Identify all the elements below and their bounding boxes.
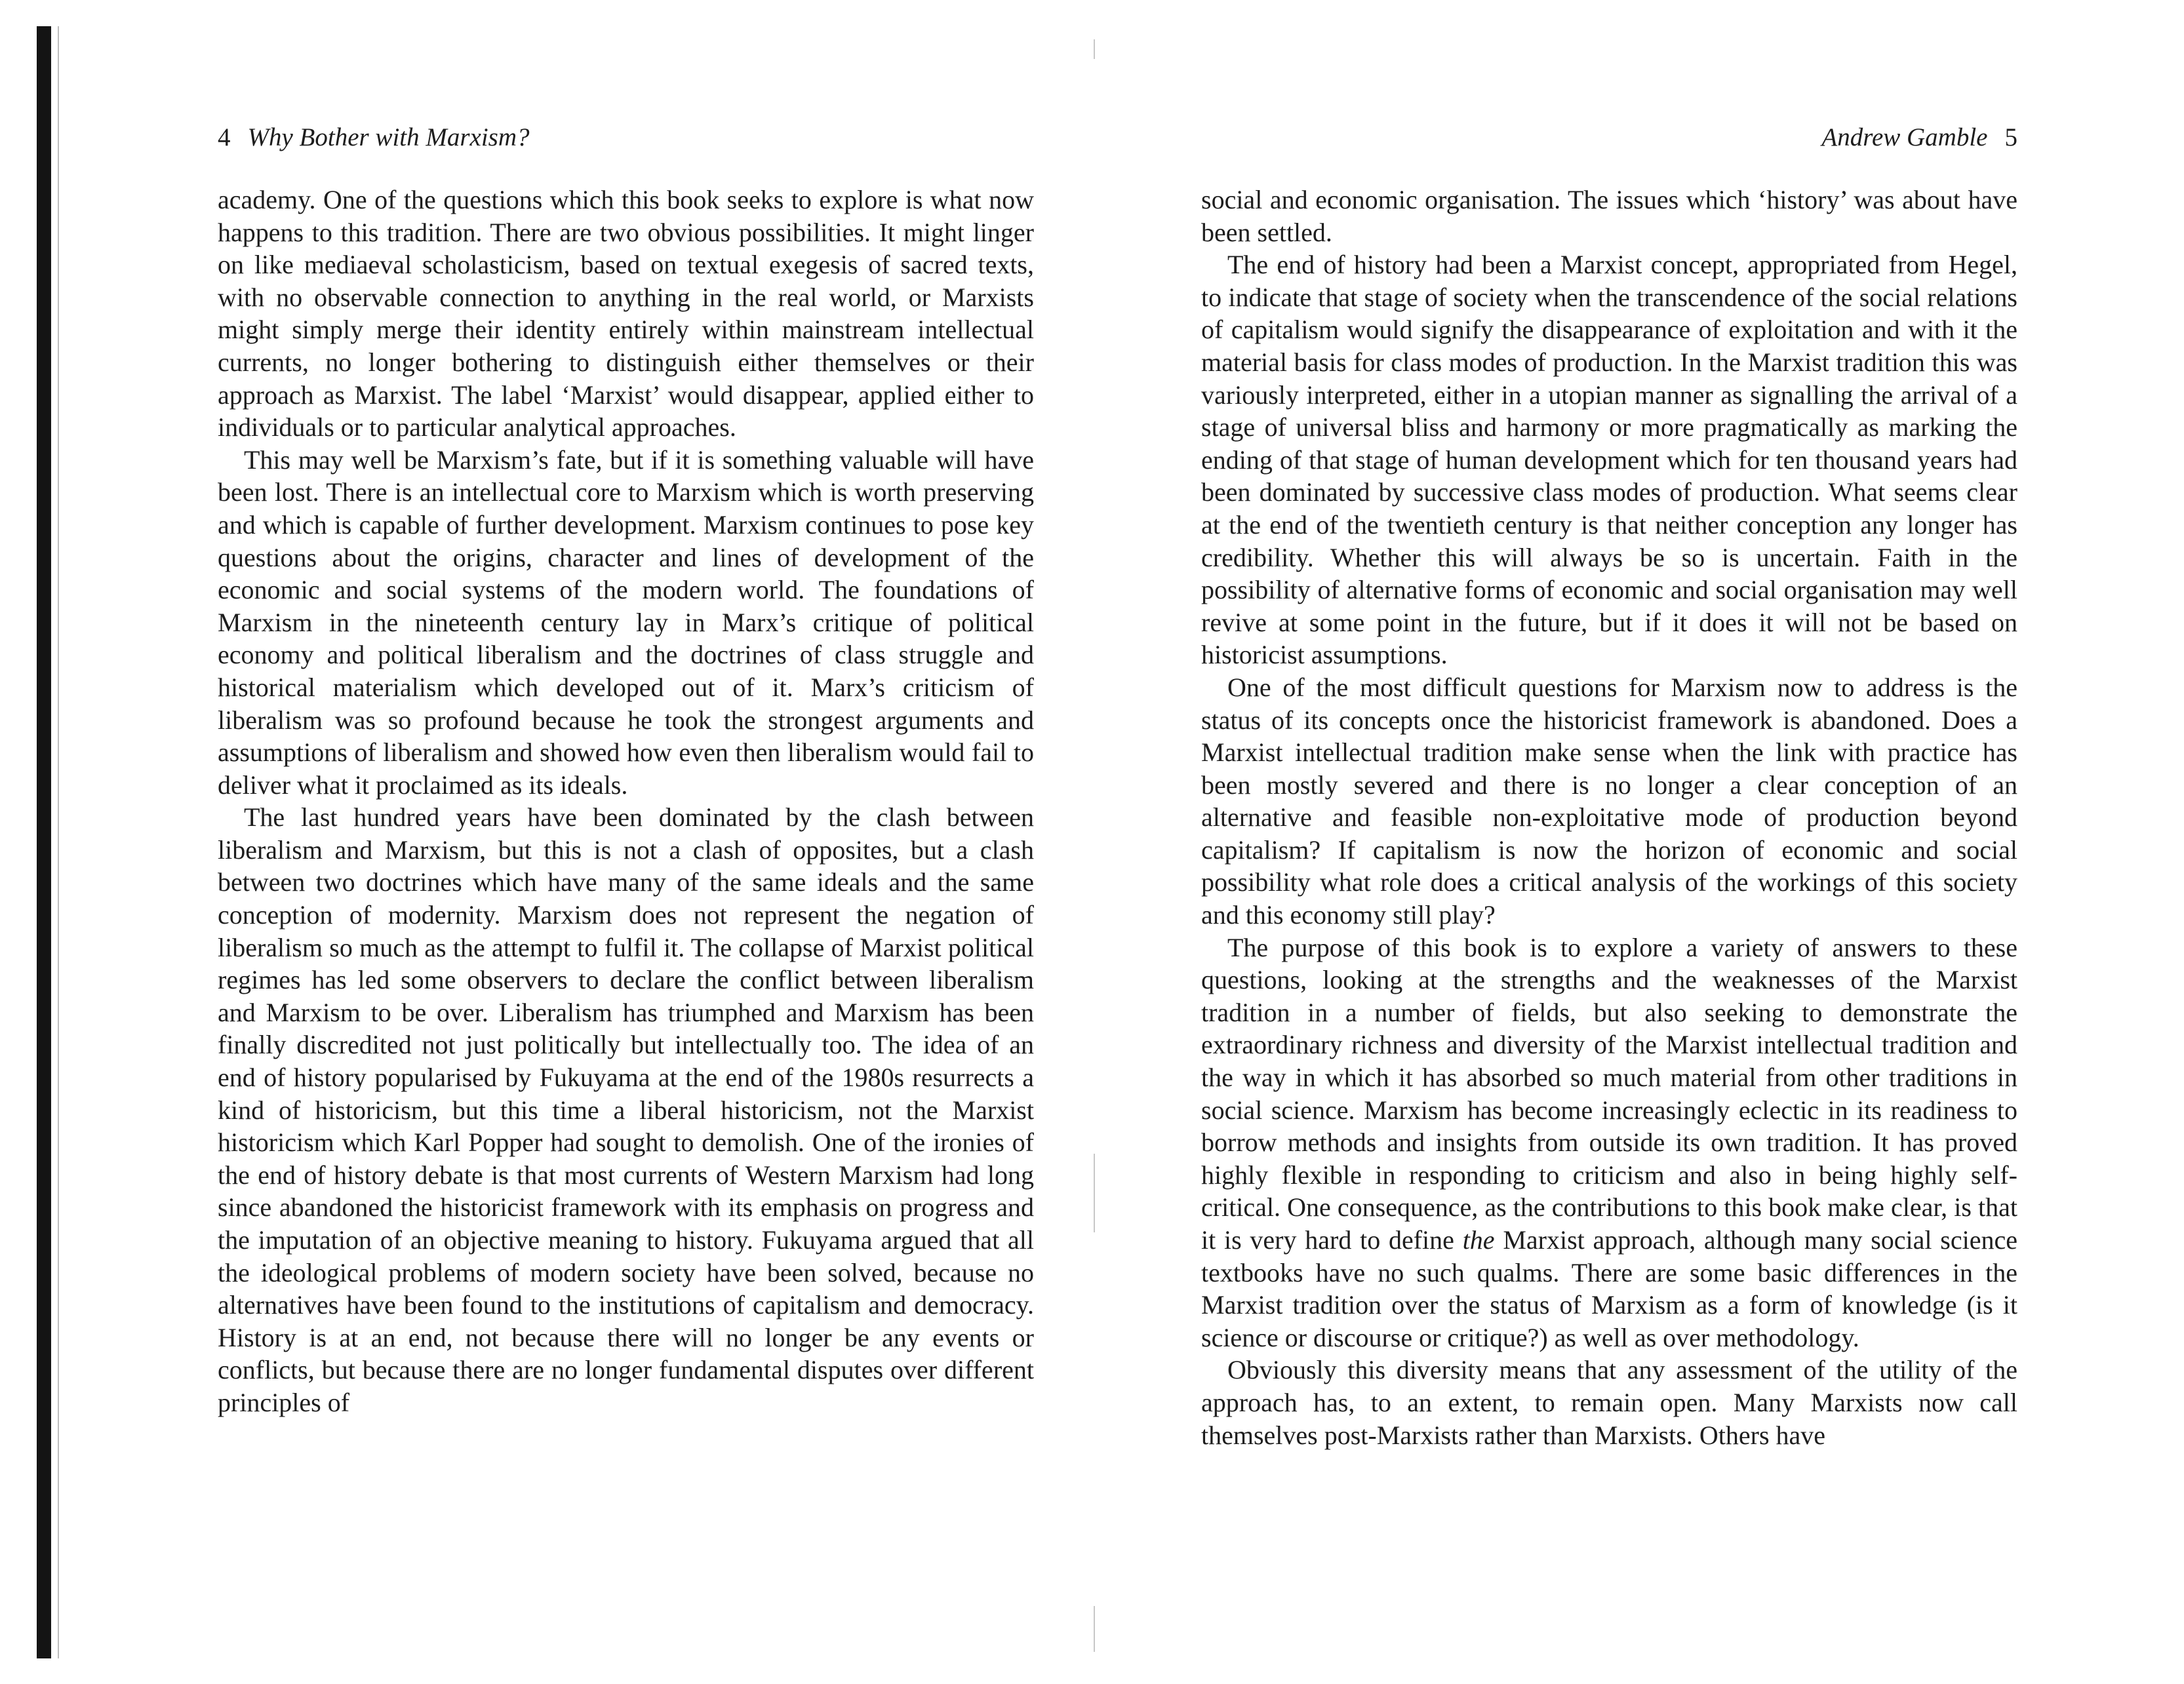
right-running-head [1201, 118, 2017, 157]
right-paragraph-4-emphasis: the [1462, 1225, 1495, 1255]
right-paragraph-4-text-b: Marxist approach, although many social science textbooks have no such qualms. There are some basic differences in the Marxist tradition over the status of Marxism as a form of knowledge (is it science or discourse or critique?) as well as over methodology. [1201, 1225, 2017, 1352]
scan-spine-shadow [37, 26, 51, 1658]
right-paragraph-4-text-a: The purpose of this book is to explore a variety of answers to these questions, looking at the strengths and the weaknesses of the Marxist tradition in a number of fields, but also seeking to demonstrate the extraordinary richness and diversity of the Marxist intellectual tradition and the way in which it has absorbed so much material from other traditions in social science. Marxism has become increasingly eclectic in its readiness to borrow methods and insights from outside its own tradition. It has proved highly flexible in responding to criticism and also in being highly self-critical. One consequence, as the contributions to this book make clear, is that it is very hard to define [1201, 932, 2017, 1255]
left-page-number: 4 [218, 123, 231, 151]
gutter-mark-bottom [1094, 1606, 1095, 1652]
right-page-number: 5 [2004, 123, 2017, 151]
left-paragraph-2: This may well be Marxism’s fate, but if it is something valuable will have been lost. There is an intellectual core to Marxism which is worth preserving and which is capable of further development. Marxism continues to pose key questions about the origins, character and lines of development of the economic and social systems of the modern world. The foundations of Marxism in the nineteenth century lay in Marx’s critique of political economy and political liberalism and the doctrines of class struggle and historical materialism which developed out of it. Marx’s criticism of liberalism was so profound because he took the strongest arguments and assumptions of liberalism and showed how even then liberalism would fail to deliver what it proclaimed as its ideals. [218, 444, 1034, 800]
left-paragraph-1: academy. One of the questions which this book seeks to explore is what now happens to this tradition. There are two obvious possibilities. It might linger on like mediaeval scholasticism, based on textual exegesis of sacred texts, with no observable connection to anything in the real world, or Marxists might simply merge their identity entirely within mainstream intellectual currents, no longer bothering to distinguish either themselves or their approach as Marxist. The label ‘Marxist’ would disappear, applied either to individuals or to particular analytical approaches. [218, 185, 1034, 442]
right-paragraph-3: One of the most difficult questions for Marxism now to address is the status of its concepts once the historicist framework is abandoned. Does a Marxist intellectual tradition make sense when the link with practice has been mostly severed and there is no longer a clear conception of an alternative and feasible non-exploitative mode of production beyond capitalism? If capitalism is now the horizon of economic and social possibility what role does a critical analysis of the workings of this society and this economy still play? [1201, 672, 2017, 930]
gutter-mark-middle [1094, 1154, 1095, 1232]
left-page [218, 118, 1034, 1419]
right-paragraph-2: The end of history had been a Marxist concept, appropriated from Hegel, to indicate that stage of society when the transcendence of the social relations of capitalism would signify the disappearance of exploitation and with it the material basis for class modes of production. In the Marxist tradition this was variously interpreted, either in a utopian manner as signalling the arrival of a stage of universal bliss and harmony or more pragmatically as marking the ending of that stage of human development which for ten thousand years had been dominated by successive class modes of production. What seems clear at the end of the twentieth century is that neither conception any longer has credibility. Whether this will always be so is uncertain. Faith in the possibility of alternative forms of economic and social organisation may well revive at some point in the future, but if it does it will not be based on historicist assumptions. [1201, 250, 2017, 670]
scan-spine-edge [58, 26, 59, 1658]
right-running-title: Andrew Gamble [1821, 123, 1988, 151]
left-running-head [218, 118, 1034, 157]
right-page [1201, 118, 2017, 1451]
left-running-title: Why Bother with Marxism? [247, 123, 530, 151]
right-paragraph-5: Obviously this diversity means that any assessment of the utility of the approach has, to an extent, to remain open. Many Marxists now call themselves post-Marxists rather than Marxists. Others have [1201, 1355, 2017, 1450]
left-paragraph-3: The last hundred years have been dominated by the clash between liberalism and Marxism, but this is not a clash of opposites, but a clash between two doctrines which have many of the same ideals and the same conception of modernity. Marxism does not represent the negation of liberalism so much as the attempt to fulfil it. The collapse of Marxist political regimes has led some observers to declare the conflict between liberalism and Marxism to be over. Liberalism has triumphed and Marxism has been finally discredited not just politically but intellectually too. The idea of an end of history popularised by Fukuyama at the end of the 1980s resurrects a kind of historicism, but this time a liberal historicism, not the Marxist historicism which Karl Popper had sought to demolish. One of the ironies of the end of history debate is that most currents of Western Marxism had long since abandoned the historicist framework with its emphasis on progress and the imputation of an objective meaning to history. Fukuyama argued that all the ideological problems of modern society have been solved, because no alternatives have been found to the institutions of capitalism and democracy. History is at an end, not because there will no longer be any events or conflicts, but because there are no longer fundamental disputes over different principles of [218, 802, 1034, 1417]
right-paragraph-1: social and economic organisation. The issues which ‘history’ was about have been settled. [1201, 185, 2017, 247]
right-paragraph-4 [1201, 931, 2017, 1354]
gutter-mark-top [1094, 39, 1095, 59]
